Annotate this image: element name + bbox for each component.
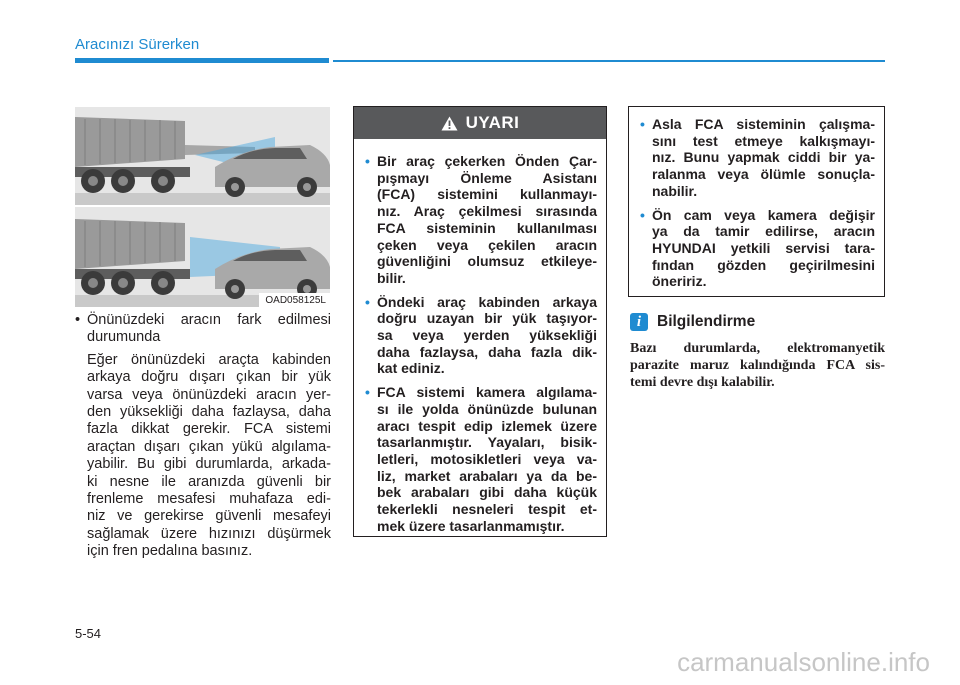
text-line: kat ediniz. xyxy=(377,360,445,377)
text-line: Ön cam veya kamera değişir xyxy=(652,206,875,223)
truck-car-illustration-2 xyxy=(75,207,330,307)
bullet-heading-line xyxy=(75,312,331,329)
text-line: nız. Bunu yapmak ciddi bir ya- xyxy=(652,149,875,166)
text-line: arkaya doğru dışarı çıkan bir yük xyxy=(87,369,331,386)
text-line: aracı tespit edip izlemek üzere xyxy=(377,417,597,434)
warning-list xyxy=(354,139,606,534)
text-line: nabilir. xyxy=(652,182,698,199)
text-line: nız. Araç çekilmesi sırasında xyxy=(377,203,597,220)
text-line: fından gözden geçirilmesini xyxy=(652,256,875,273)
text-line: frenleme mesafesi muhafaza edi- xyxy=(87,491,331,508)
text-line: temi devre dışı kalabilir. xyxy=(630,375,775,390)
text-line: ki nesne ile aranızda güvenli bir xyxy=(87,473,331,490)
text-line: niz ve gerekirse güvenli mesafeyi xyxy=(87,508,331,525)
bullet-dot: • xyxy=(75,312,81,328)
text-line: bilir. xyxy=(377,269,406,286)
text-line: liz, market arabaları ya da be- xyxy=(377,467,597,484)
bullet-dot: • xyxy=(640,116,645,132)
text-line: varsa veya önünüzdeki aracın yer- xyxy=(87,386,331,403)
info-title: Bilgilendirme xyxy=(657,313,756,330)
warning-item xyxy=(640,116,875,200)
text-line: araçtan dışarı çıkan yükü algılama- xyxy=(87,438,331,455)
bullet-dot: • xyxy=(365,153,370,169)
text-line: parazite maruz kalındığında FCA sis- xyxy=(630,358,885,373)
text-line: bek arabaları gibi daha küçük xyxy=(377,484,597,501)
text-line: sını test etmeye kalkışmayı- xyxy=(652,132,875,149)
warning-item xyxy=(365,153,597,287)
illustration-truck-top xyxy=(75,107,330,205)
text-line: ya da tamir edilirse, aracın xyxy=(652,223,875,240)
warning-triangle-icon xyxy=(441,116,458,131)
text-line: çeken veya çekilen aracın xyxy=(377,236,597,253)
text-line: FCA sistemi kamera algılama- xyxy=(377,384,597,401)
left-column-text xyxy=(75,312,331,561)
warning-header xyxy=(354,107,606,139)
text-line: yabilir. Bu gibi durumlarda, arkada- xyxy=(87,456,331,473)
text-line: fazla dikkat gerekir. FCA sistemi xyxy=(87,421,331,438)
text-line: öneririz. xyxy=(652,273,707,290)
text-line: FCA sisteminin kullanılması xyxy=(377,219,597,236)
text-line: (FCA) sistemini kullanmayı- xyxy=(377,186,597,203)
warning-continuation-box xyxy=(628,106,885,297)
text-line: güvenliğini olumsuz etkileye- xyxy=(377,253,597,270)
bullet-dot: • xyxy=(365,293,370,310)
warning-title: UYARI xyxy=(465,113,520,132)
text-line: Öndeki araç kabinden arkaya xyxy=(377,293,597,310)
truck-car-illustration xyxy=(75,107,330,205)
header-rule-thin xyxy=(333,60,885,62)
info-text xyxy=(630,340,885,391)
bullet-dot: • xyxy=(640,206,645,223)
text-line: Bazı durumlarda, elektromanyetik xyxy=(630,341,885,356)
page-number: 5-54 xyxy=(75,626,102,641)
text-line: Asla FCA sisteminin çalışma- xyxy=(652,116,875,132)
text-line: sı ile yolda önünüzde bulunan xyxy=(377,400,597,417)
text-line: mek üzere tasarlanmamıştır. xyxy=(377,517,565,534)
bullet-dot: • xyxy=(365,384,370,401)
warning-item xyxy=(640,207,875,291)
text-line: letleri, motosikletleri veya va- xyxy=(377,450,597,467)
text-line: pışmayı Önleme Asistanı xyxy=(377,169,597,186)
warning-box xyxy=(353,106,607,537)
text-line: Önünüzdeki aracın fark edilmesi xyxy=(87,312,331,328)
figure-caption: OAD058125L xyxy=(259,293,330,307)
text-line: tasarlanmıştır. Yayaları, bisik- xyxy=(377,434,597,451)
text-line: sağlamak üzere hızınızı düşürmek xyxy=(87,525,331,542)
watermark: carmanualsonline.info xyxy=(677,647,930,677)
text-line: HYUNDAI yetkili servisi tara- xyxy=(652,239,875,256)
info-heading xyxy=(630,313,755,331)
text-line: tekerlekli nesneleri tespit et- xyxy=(377,501,597,518)
text-line: için fren pedalına basınız. xyxy=(87,543,253,560)
warning-item xyxy=(365,294,597,378)
info-icon: i xyxy=(630,313,648,331)
text-line: den yüksekliği daha fazlaysa, daha xyxy=(87,404,331,421)
text-line: ralanma veya ölümle sonuçla- xyxy=(652,166,875,183)
text-line: Eğer önünüzdeki araçta kabinden xyxy=(87,351,331,368)
text-line: durumunda xyxy=(87,329,161,346)
text-line: doğru uzayan bir yük taşıyor- xyxy=(377,310,597,327)
illustration-truck-bottom xyxy=(75,207,330,307)
text-line: Bir araç çekerken Önden Çar- xyxy=(377,153,597,169)
section-title: Aracınızı Sürerken xyxy=(75,36,200,53)
warning-item xyxy=(365,384,597,534)
text-line: sa veya yerden yüksekliği xyxy=(377,327,597,344)
header-rule xyxy=(75,58,329,63)
text-line: daha fazlaysa, daha fazla dik- xyxy=(377,343,597,360)
